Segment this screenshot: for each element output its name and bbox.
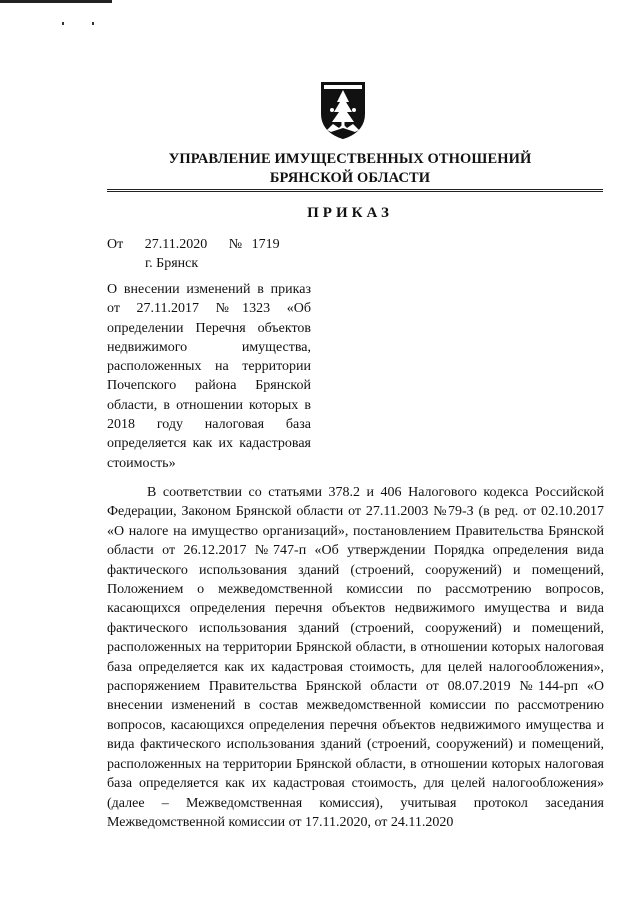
bryansk-coat-of-arms-icon <box>319 80 367 140</box>
from-label: От <box>107 237 124 252</box>
document-number: 1719 <box>251 237 280 252</box>
organization-name <box>150 150 550 188</box>
document-date: 27.11.2020 <box>144 237 208 252</box>
document-body: В соответствии со статьями 378.2 и 406 Налогового кодекса Российской Федерации, Законом Брянской области от 27.11.2003 №79-З (в ред. от 02.10.2017 «О налоге на имущество организаций», постановлением Правительства Брянской области от 26.12.2017 №747-п «Об утверждении Порядка определения вида фактического использования зданий (строений, сооружений) и помещений, Положением о межведомственной комиссии по рассмотрению вопросов, касающихся определения перечня объектов недвижимого имущества и вида фактического использования зданий (строений, сооружений) и помещений, расположенных на территории Брянской области, в отношении которых налоговая база определяется как их кадастровая стоимость, для целей налогообложения», распоряжением Правительства Брянской области от 08.07.2019 №144-рп «О внесении изменений в состав межведомственной комиссии по рассмотрению вопросов, касающихся определения перечня объектов недвижимого имущества и вида фактического использования зданий (строений, сооружений) и помещений, расположенных на территории Брянской области, в отношении которых налоговая база определяется как их кадастровая стоимость, для целей налогообложения» (далее – Межведомственная комиссия), учитывая протокол заседания Межведомственной комиссии от 17.11.2020, от 24.11.2020 <box>107 485 604 830</box>
organization-line-2: БРЯНСКОЙ ОБЛАСТИ <box>269 170 431 186</box>
scan-speck <box>92 22 94 25</box>
document-city: г. Брянск <box>145 256 199 271</box>
scan-speck <box>62 22 64 25</box>
document-meta <box>107 235 280 254</box>
scan-edge-line <box>0 0 112 3</box>
number-label: № <box>228 237 243 252</box>
document-type: ПРИКАЗ <box>307 205 393 221</box>
header-separator <box>107 189 603 192</box>
document-subject: О внесении изменений в приказ от 27.11.2017 №1323 «Об определении Перечня объектов недвижимого имущества, расположенных на территории Почепского района Брянской области, в отношении которых в 2018 году налоговая база определяется как их кадастровая стоимость» <box>107 282 311 471</box>
organization-line-1: УПРАВЛЕНИЕ ИМУЩЕСТВЕННЫХ ОТНОШЕНИЙ <box>168 151 532 167</box>
